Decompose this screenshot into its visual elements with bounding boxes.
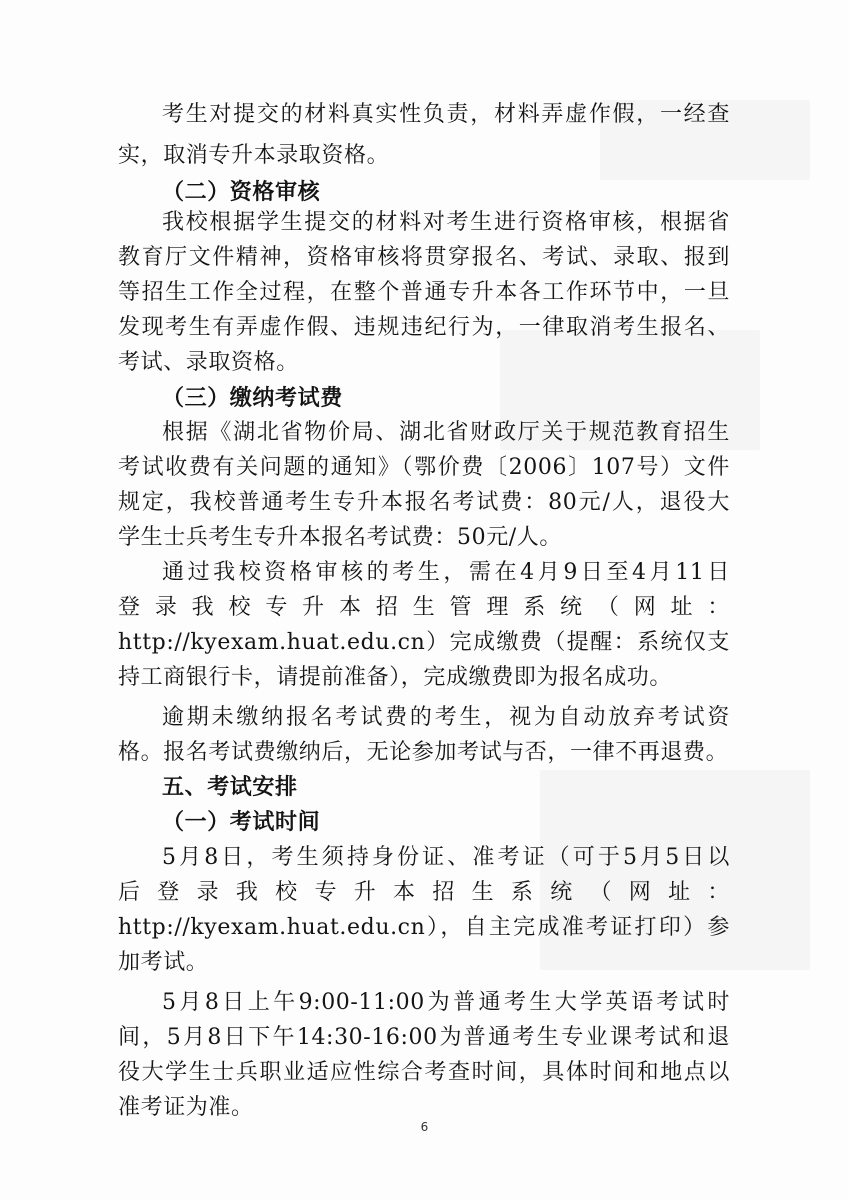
section-heading: （三）缴纳考试费 [162, 386, 343, 411]
paragraph-line: 格。报名考试费缴纳后，无论参加考试与否，一律不再退费。 [118, 740, 729, 765]
paragraph-line: 考试、录取资格。 [118, 350, 299, 375]
page-number: 6 [420, 1120, 429, 1134]
paragraph-line: 教育厅文件精神，资格审核将贯穿报名、考试、录取、报到 [118, 245, 730, 270]
paragraph-line: 等招生工作全过程，在整个普通专升本各工作环节中，一旦 [118, 280, 730, 305]
section-heading: （二）资格审核 [162, 180, 321, 205]
paragraph-line: 准考证为准。 [118, 1095, 254, 1120]
section-heading: （一）考试时间 [162, 810, 321, 835]
paragraph-line: 加考试。 [118, 950, 209, 975]
paragraph-line: 5月8日，考生须持身份证、准考证（可于5月5日以 [162, 845, 730, 870]
paragraph-line: http://kyexam.huat.edu.cn），自主完成准考证打印）参 [118, 915, 730, 940]
paragraph-line: 学生士兵考生专升本报名考试费：50元/人。 [118, 525, 563, 550]
paragraph-line: 5月8日上午9:00-11:00为普通考生大学英语考试时 [162, 990, 730, 1015]
section-heading: 五、考试安排 [162, 775, 298, 800]
paragraph-line: 持工商银行卡，请提前准备），完成缴费即为报名成功。 [118, 665, 673, 690]
paragraph-line: 根据《湖北省物价局、湖北省财政厅关于规范教育招生 [162, 420, 730, 445]
paragraph-line: 役大学生士兵职业适应性综合考查时间，具体时间和地点以 [118, 1060, 730, 1085]
paragraph-line: 规定，我校普通考生专升本报名考试费：80元/人，退役大 [118, 490, 730, 515]
paragraph-line: 考生对提交的材料真实性负责，材料弄虚作假，一经查 [162, 102, 730, 127]
paragraph-line: 登录我校专升本招生管理系统（网址： [118, 595, 730, 620]
paragraph-line: 通过我校资格审核的考生，需在4月9日至4月11日 [162, 560, 730, 585]
paragraph-line: 发现考生有弄虚作假、违规违纪行为，一律取消考生报名、 [118, 315, 730, 340]
paragraph-line: 考试收费有关问题的通知》（鄂价费〔2006〕107号）文件 [118, 455, 730, 480]
paragraph-line: http://kyexam.huat.edu.cn）完成缴费（提醒：系统仅支 [118, 630, 730, 655]
paragraph-line: 我校根据学生提交的材料对考生进行资格审核，根据省 [162, 210, 730, 235]
paragraph-line: 后登录我校专升本招生系统（网址： [118, 880, 730, 905]
paragraph-line: 实，取消专升本录取资格。 [118, 143, 390, 168]
paragraph-line: 间，5月8日下午14:30-16:00为普通考生专业课考试和退 [118, 1025, 730, 1050]
paragraph-line: 逾期未缴纳报名考试费的考生，视为自动放弃考试资 [162, 705, 730, 730]
